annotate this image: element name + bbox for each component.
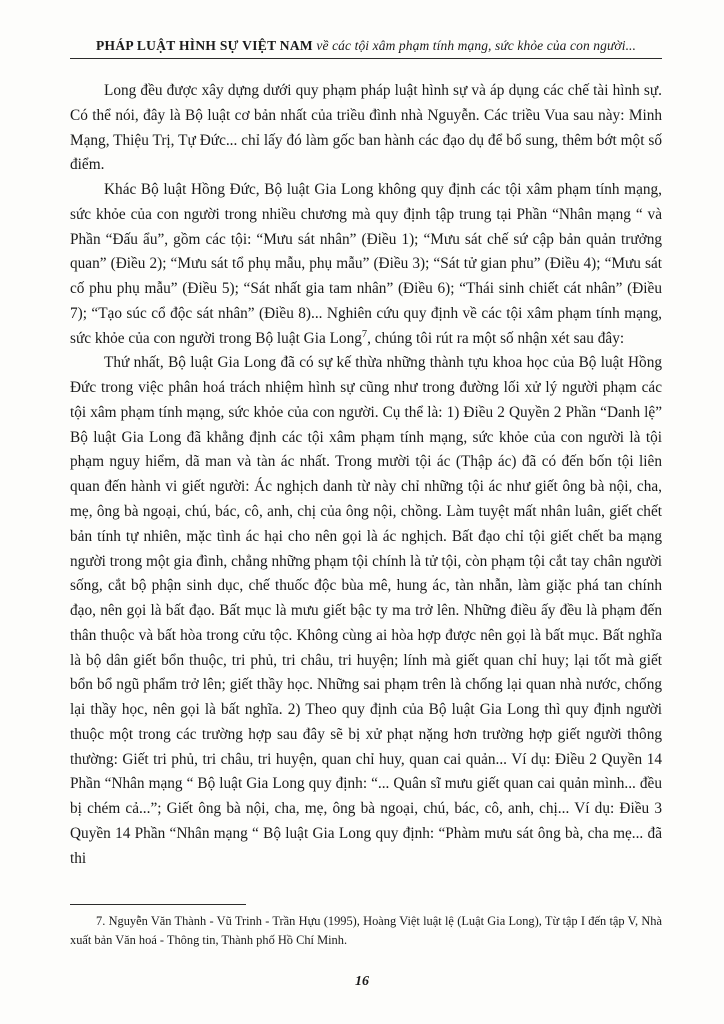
footnote-area [70,904,662,950]
header-divider [70,58,662,59]
running-head-subtitle: về các tội xâm phạm tính mạng, sức khỏe của con người... [312,38,637,53]
running-head [70,38,662,54]
running-head-title: PHÁP LUẬT HÌNH SỰ VIỆT NAM [95,38,313,53]
footnote-marker: 7 [361,328,368,340]
paragraph-2 [70,178,662,351]
footnote-divider [70,904,246,905]
paragraph-3: Thứ nhất, Bộ luật Gia Long đã có sự kế thừa những thành tựu khoa học của Bộ luật Hồng Đức trong việc phân hoá trách nhiệm hình sự cũng như trong đường lối xử lý người phạm các tội xâm phạm tính mạng, sức khỏe của con người. Cụ thể là: 1) Điều 2 Quyền 2 Phần “Danh lệ” Bộ luật Gia Long đã khẳng định các tội xâm phạm tính mạng, sức khỏe của con người là tội phạm nguy hiểm, dã man và tàn ác nhất. Trong mười tội ác (Thập ác) đã có đến bốn tội liên quan đến hành vi giết người: Ác nghịch danh từ này chỉ những tội ác như giết ông bà nội, cha, mẹ, ông bà ngoại, chú, bác, cô, anh, chị của ông nội, chồng. Làm tuyệt mất nhân luân, giết chết bản tính tự nhiên, mặc tình ác hại cho nên gọi là ác nghịch. Bất đạo chỉ tội giết chết ba mạng người trong một gia đình, chẳng những phạm tội chính là tử tội, còn phạm tội cắt tay chân người sống, cắt bộ phận sinh dục, chế thuốc độc bùa mê, hung ác, tàn nhẫn, làm giặc phá tan chính đạo, nên gọi là bất đạo. Bất mục là mưu giết bậc ty ma trở lên. Những điều ấy đều là phạm đến thân thuộc và bất hòa trong cửu tộc. Không cùng ai hòa hợp được nên gọi là bất mục. Bất nghĩa là bộ dân giết bổn thuộc, tri phủ, tri châu, tri huyện; lính mà giết quan chỉ huy; lại tốt mà giết bổn bổ ngũ phẩm trở lên; giết thầy học. Những sai phạm trên là chống lại quan nhà nước, chống lại thầy học, nên gọi là bất nghĩa. 2) Theo quy định của Bộ luật Gia Long thì quy định người thuộc một trong các trường hợp sau đây sẽ bị xử phạt nặng hơn trường hợp giết người thông thường: Giết tri phủ, tri châu, tri huyện, quan chỉ huy, quan cai quản... Ví dụ: Điều 2 Quyền 14 Phần “Nhân mạng “ Bộ luật Gia Long quy định: “... Quân sĩ mưu giết quan cai quản mình... đều bị chém cả...”; Giết ông bà nội, cha, mẹ, ông bà ngoại, chú, bác, cô, anh, chị... Ví dụ: Điều 3 Quyền 14 Phần “Nhân mạng “ Bộ luật Gia Long quy định: “Phàm mưu sát ông bà, cha mẹ... đã thi [70,354,662,867]
paragraph-2-text: Khác Bộ luật Hồng Đức, Bộ luật Gia Long không quy định các tội xâm phạm tính mạng, sức khỏe của con người trong nhiều chương mà quy định tập trung tại Phần “Nhân mạng “ và Phần “Đấu ẩu”, gồm các tội: “Mưu sát nhân” (Điều 1); “Mưu sát chế sứ cập bản quản trưởng quan” (Điều 2); “Mưu sát tổ phụ mẫu, phụ mẫu” (Điều 3); “Sát tử gian phu” (Điều 4); “Mưu sát cố phu phụ mẫu” (Điều 5); “Sát nhất gia tam nhân” (Điều 6); “Thái sinh chiết cát nhân” (Điều 7); “Tạo súc cổ độc sát nhân” (Điều 8)... Nghiên cứu quy định về các tội xâm phạm tính mạng, sức khỏe của con người trong Bộ luật Gia Long [70,181,662,347]
paragraph-1: Long đều được xây dựng dưới quy phạm pháp luật hình sự và áp dụng các chế tài hình sự. Có thể nói, đây là Bộ luật cơ bản nhất của triều đình nhà Nguyễn. Các triều Vua sau này: Minh Mạng, Thiệu Trị, Tự Đức... chỉ lấy đó làm gốc ban hành các đạo dụ để bổ sung, thêm bớt một số điểm. [70,82,662,174]
page-number: 16 [355,974,369,989]
body-text [70,79,662,872]
paragraph-2-tail: , chúng tôi rút ra một số nhận xét sau đây: [367,329,625,347]
footnote-text: 7. Nguyễn Văn Thành - Vũ Trinh - Trần Hựu (1995), Hoàng Việt luật lệ (Luật Gia Long), Từ tập I đến tập V, Nhà xuất bản Văn hoá - Thông tin, Thành phố Hồ Chí Minh. [70,913,662,947]
